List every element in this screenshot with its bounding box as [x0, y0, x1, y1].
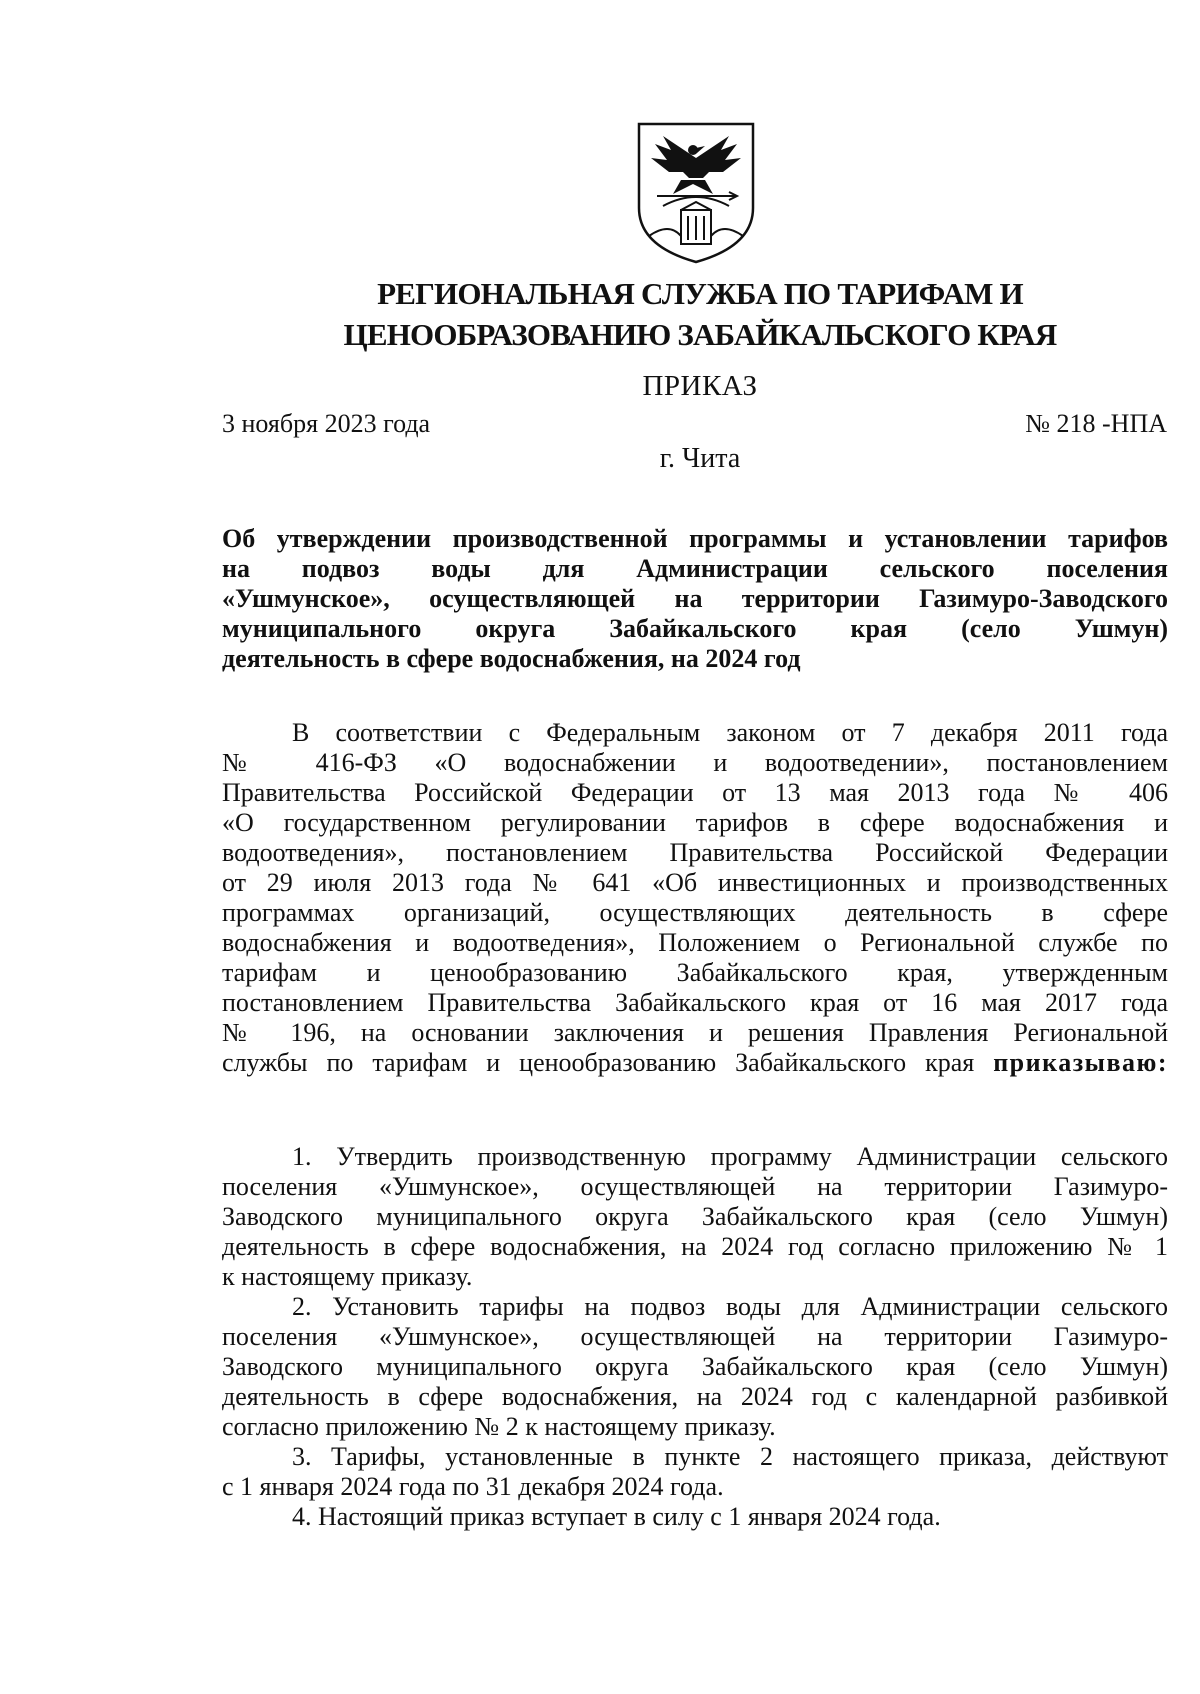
preamble-line: от 29 июля 2013 года № 641 «Об инвестиционных и производственных	[222, 868, 1168, 897]
coat-of-arms-emblem	[633, 120, 759, 266]
preamble-line: постановлением Правительства Забайкальского края от 16 мая 2017 года	[222, 988, 1168, 1017]
heading-line: Об утверждении производственной программы и установлении тарифов	[222, 524, 1168, 553]
preamble-line: программах организаций, осуществляющих деятельность в сфере	[222, 898, 1168, 927]
preamble-line: водоснабжения и водоотведения», Положением о Региональной службе по	[222, 928, 1168, 957]
preamble-paragraph	[222, 718, 1168, 1078]
order-item-4	[222, 1502, 1168, 1532]
preamble-line: № 196, на основании заключения и решения Правления Региональной	[222, 1018, 1168, 1047]
document-type: ПРИКАЗ	[642, 370, 758, 402]
item-line: Заводского муниципального округа Забайкальского края (село Ушмун)	[222, 1202, 1168, 1231]
item-line: деятельность в сфере водоснабжения, на 2024 год согласно приложению № 1	[222, 1232, 1168, 1261]
order-item-2	[222, 1292, 1168, 1442]
organization-title-line-1: РЕГИОНАЛЬНАЯ СЛУЖБА ПО ТАРИФАМ И	[377, 276, 1023, 311]
document-heading	[222, 524, 1168, 674]
order-item-1	[222, 1142, 1168, 1292]
item-line: Заводского муниципального округа Забайкальского края (село Ушмун)	[222, 1352, 1168, 1381]
heading-line: деятельность в сфере водоснабжения, на 2024 год	[222, 644, 801, 673]
preamble-last-line	[222, 1048, 1168, 1078]
item-line: 3. Тарифы, установленные в пункте 2 настоящего приказа, действуют	[292, 1442, 1168, 1471]
heading-line: на подвоз воды для Администрации сельского поселения	[222, 554, 1168, 583]
preamble-line: водоотведения», постановлением Правительства Российской Федерации	[222, 838, 1168, 867]
organization-title-line-2: ЦЕНООБРАЗОВАНИЮ ЗАБАЙКАЛЬСКОГО КРАЯ	[343, 317, 1057, 352]
document-date: 3 ноября 2023 года	[222, 409, 431, 438]
order-item-3	[222, 1442, 1168, 1502]
document-number: № 218 -НПА	[1025, 409, 1167, 438]
heading-line: муниципального округа Забайкальского края (село Ушмун)	[222, 614, 1168, 643]
item-line: с 1 января 2024 года по 31 декабря 2024 года.	[222, 1472, 724, 1501]
item-line: 2. Установить тарифы на подвоз воды для Администрации сельского	[292, 1292, 1168, 1321]
order-keyword: приказываю:	[993, 1048, 1168, 1077]
item-line: согласно приложению № 2 к настоящему приказу.	[222, 1412, 776, 1441]
document-city: г. Чита	[659, 443, 741, 474]
preamble-line: тарифам и ценообразованию Забайкальского края, утвержденным	[222, 958, 1168, 987]
preamble-last-text: службы по тарифам и ценообразованию Забайкальского края	[222, 1048, 975, 1077]
item-line: поселения «Ушмунское», осуществляющей на территории Газимуро-	[222, 1172, 1168, 1201]
heading-line: «Ушмунское», осуществляющей на территории Газимуро-Заводского	[222, 584, 1168, 613]
preamble-line: № 416-ФЗ «О водоснабжении и водоотведении», постановлением	[222, 748, 1168, 777]
item-line: поселения «Ушмунское», осуществляющей на территории Газимуро-	[222, 1322, 1168, 1351]
item-line: 4. Настоящий приказ вступает в силу с 1 января 2024 года.	[292, 1502, 941, 1531]
preamble-line: Правительства Российской Федерации от 13 мая 2013 года № 406	[222, 778, 1168, 807]
item-line: к настоящему приказу.	[222, 1262, 473, 1291]
preamble-line: «О государственном регулировании тарифов в сфере водоснабжения и	[222, 808, 1168, 837]
preamble-line: В соответствии с Федеральным законом от 7 декабря 2011 года	[292, 718, 1168, 747]
item-line: 1. Утвердить производственную программу Администрации сельского	[292, 1142, 1168, 1171]
item-line: деятельность в сфере водоснабжения, на 2024 год с календарной разбивкой	[222, 1382, 1168, 1411]
